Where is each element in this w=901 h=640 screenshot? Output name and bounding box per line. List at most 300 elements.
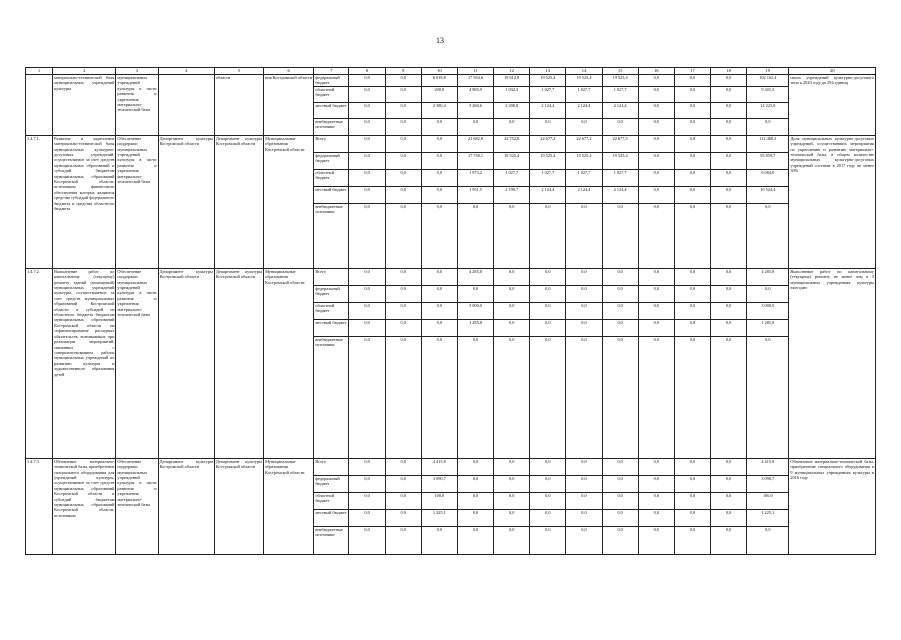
amount-cell: 0,0	[385, 268, 421, 285]
amount-cell: 0,0	[674, 268, 710, 285]
amount-cell: 0,0	[349, 118, 385, 135]
amount-cell: 0,0	[457, 526, 493, 554]
amount-cell: 0,0	[494, 526, 530, 554]
amount-cell: 0,0	[566, 475, 602, 492]
amount-cell: 0,0	[385, 336, 421, 458]
funding-source: областной бюджет	[314, 169, 349, 186]
amount-cell: 0,0	[711, 285, 747, 302]
column-number-row	[26, 68, 876, 75]
amount-cell: 0,0	[457, 285, 493, 302]
participant: Муниципальные образования Костромской области	[264, 135, 314, 268]
column-number: 9	[385, 68, 421, 75]
column-number: 3	[116, 68, 158, 75]
amount-cell: 0,0	[638, 268, 674, 285]
amount-cell: 0,0	[349, 526, 385, 554]
amount-cell: 2 124,4	[530, 186, 566, 203]
funding-source: федеральный бюджет	[314, 75, 349, 87]
amount-cell: 0,0	[674, 458, 710, 475]
amount-cell: 0,0	[421, 302, 457, 319]
amount-cell: 0,0	[349, 203, 385, 268]
amount-cell: 0,0	[711, 169, 747, 186]
amount-cell: 22 677,5	[602, 135, 638, 152]
amount-cell: 0,0	[602, 458, 638, 475]
funding-source: Всего	[314, 458, 349, 475]
amount-cell: 1 027,7	[566, 169, 602, 186]
amount-cell: 0,0	[602, 475, 638, 492]
amount-cell: 0,0	[457, 336, 493, 458]
amount-cell: 0,0	[421, 285, 457, 302]
amount-cell: 19 612,8	[494, 75, 530, 87]
amount-cell: 1 225,1	[421, 509, 457, 526]
amount-cell: 0,0	[711, 302, 747, 319]
amount-cell: 22 677,2	[566, 135, 602, 152]
amount-cell: 0,0	[385, 169, 421, 186]
amount-cell: 1 032,3	[494, 86, 530, 102]
column-number: 13	[530, 68, 566, 75]
amount-cell: 0,0	[674, 526, 710, 554]
amount-cell: 0,0	[530, 492, 566, 509]
amount-cell: 0,0	[385, 475, 421, 492]
column-number: 8	[349, 68, 385, 75]
amount-cell: 0,0	[566, 118, 602, 135]
amount-cell: 2 124,4	[530, 102, 566, 118]
amount-cell: 1 285,8	[747, 319, 789, 336]
amount-cell: 0,0	[566, 458, 602, 475]
amount-cell: 1 973,2	[457, 169, 493, 186]
program-table	[25, 67, 876, 555]
amount-cell: 0,0	[674, 509, 710, 526]
amount-cell: 0,0	[566, 268, 602, 285]
amount-cell: 0,0	[711, 492, 747, 509]
amount-cell: 0,0	[457, 118, 493, 135]
amount-cell: 1 027,7	[530, 169, 566, 186]
amount-cell: 0,0	[638, 319, 674, 336]
amount-cell: 200,0	[421, 86, 457, 102]
amount-cell: 0,0	[349, 285, 385, 302]
amount-cell: 3 090,7	[747, 475, 789, 492]
amount-cell: 0,0	[674, 492, 710, 509]
amount-cell: 0,0	[674, 135, 710, 152]
amount-cell: 1 027,7	[566, 86, 602, 102]
amount-cell: 0,0	[385, 152, 421, 169]
co-executor: Департамент культуры Костромской области	[214, 135, 263, 268]
amount-cell: 0,0	[457, 203, 493, 268]
amount-cell: 0,0	[566, 302, 602, 319]
amount-cell: 1 027,7	[602, 86, 638, 102]
amount-cell: 0,0	[638, 475, 674, 492]
amount-cell: 0,0	[747, 203, 789, 268]
amount-cell: 0,0	[457, 492, 493, 509]
amount-cell: 0,0	[711, 118, 747, 135]
amount-cell: 0,0	[747, 336, 789, 458]
amount-cell: 0,0	[421, 135, 457, 152]
amount-cell: 0,0	[349, 492, 385, 509]
amount-cell: 0,0	[674, 102, 710, 118]
participant: ния Костромской области	[264, 75, 314, 136]
amount-cell: 1 225,1	[747, 509, 789, 526]
amount-cell: 0,0	[530, 458, 566, 475]
amount-cell: 0,0	[530, 268, 566, 285]
amount-cell: 0,0	[747, 118, 789, 135]
amount-cell: 0,0	[530, 319, 566, 336]
amount-cell: 0,0	[349, 169, 385, 186]
amount-cell: 0,0	[674, 336, 710, 458]
co-executor: Департамент культуры Костромской области	[214, 458, 263, 554]
amount-cell: 95 859,7	[747, 152, 789, 169]
amount-cell: 112 468,3	[747, 135, 789, 152]
amount-cell: 0,0	[566, 509, 602, 526]
amount-cell: 1 951,5	[457, 186, 493, 203]
measure-description: Обеспечение поддержки муниципальных учреждений культуры в части развития и укрепления материально-технической базы	[116, 268, 158, 458]
amount-cell: 19 525,4	[602, 75, 638, 87]
column-number: 16	[638, 68, 674, 75]
amount-cell: 0,0	[421, 152, 457, 169]
amount-cell: 0,0	[349, 475, 385, 492]
amount-cell: 1 285,8	[457, 319, 493, 336]
responsible-executor: Департамент культуры Костромской области	[158, 268, 214, 458]
amount-cell: 0,0	[494, 268, 530, 285]
amount-cell: 0,0	[674, 169, 710, 186]
amount-cell: 0,0	[349, 186, 385, 203]
amount-cell: 0,0	[711, 152, 747, 169]
amount-cell: 0,0	[638, 75, 674, 87]
amount-cell: 4 985,9	[457, 86, 493, 102]
amount-cell: 0,0	[494, 319, 530, 336]
amount-cell: 100,0	[421, 492, 457, 509]
amount-cell: 0,0	[602, 203, 638, 268]
amount-cell: 0,0	[711, 458, 747, 475]
amount-cell: 0,0	[385, 75, 421, 87]
amount-cell: 0,0	[494, 285, 530, 302]
item-name: Обновление материально-технической базы, приобретение специального оборудования для учреждений культуры, осуществляемое за счет средств муниципальных образований Костромской области и субсидий бюджетам муниципальных образований Костромской области, источником	[53, 458, 116, 554]
funding-source: областной бюджет	[314, 492, 349, 509]
column-number: 20	[789, 68, 876, 75]
amount-cell: 22 677,2	[530, 135, 566, 152]
amount-cell: 1 027,7	[494, 169, 530, 186]
amount-cell: 0,0	[494, 475, 530, 492]
amount-cell: 0,0	[494, 336, 530, 458]
amount-cell: 4 415,8	[747, 458, 789, 475]
amount-cell: 0,0	[494, 458, 530, 475]
column-number: 19	[747, 68, 789, 75]
column-number: 5	[214, 68, 263, 75]
amount-cell: 0,0	[385, 526, 421, 554]
column-number: 18	[711, 68, 747, 75]
amount-cell: 0,0	[385, 203, 421, 268]
amount-cell: 0,0	[566, 526, 602, 554]
amount-cell: 0,0	[602, 268, 638, 285]
amount-cell: 0,0	[747, 285, 789, 302]
amount-cell: 4 285,8	[747, 268, 789, 285]
amount-cell: 0,0	[674, 86, 710, 102]
amount-cell: 0,0	[602, 285, 638, 302]
amount-cell: 0,0	[349, 75, 385, 87]
measure-description: Обеспечение поддержки муниципальных учреждений культуры в части развития и укрепления материально-технической базы	[116, 135, 158, 268]
amount-cell: 19 525,4	[530, 152, 566, 169]
amount-cell: 0,0	[602, 509, 638, 526]
amount-cell: 102 162,4	[747, 75, 789, 87]
amount-cell: 1 027,7	[530, 86, 566, 102]
amount-cell: 0,0	[638, 135, 674, 152]
funding-source: федеральный бюджет	[314, 152, 349, 169]
amount-cell: 0,0	[674, 75, 710, 87]
funding-source: местный бюджет	[314, 186, 349, 203]
amount-cell: 0,0	[602, 319, 638, 336]
amount-cell: 0,0	[385, 492, 421, 509]
item-name: Выполнение работ по капитальному (текущему) ремонту зданий (помещений) муниципальных учреждений культуры, осуществляемое за счет средств муниципальных образований Костромской области и субсидий из областного бюджета бюджетам муниципальных образований Костромской области на софинансирование расходных обязательств, возникающих при реализации мероприятий, связанных с совершенствованием работы муниципальных учреждений по развитию культуры и художественного образования детей	[53, 268, 116, 458]
column-number: 1	[26, 68, 53, 75]
amount-cell: 2 124,4	[602, 186, 638, 203]
amount-cell: 0,0	[674, 118, 710, 135]
amount-cell: 22 752,8	[494, 135, 530, 152]
amount-cell: 19 525,4	[530, 75, 566, 87]
amount-cell: 0,0	[421, 118, 457, 135]
amount-cell: 0,0	[421, 186, 457, 203]
amount-cell: 0,0	[457, 509, 493, 526]
co-executor: области	[214, 75, 263, 136]
amount-cell: 0,0	[457, 458, 493, 475]
amount-cell: 4 285,8	[457, 268, 493, 285]
amount-cell: 0,0	[674, 475, 710, 492]
amount-cell: 0,0	[638, 152, 674, 169]
amount-cell: 0,0	[674, 203, 710, 268]
item-code: 1.4.7.1.	[26, 135, 53, 268]
amount-cell: 0,0	[349, 135, 385, 152]
amount-cell: 0,0	[638, 203, 674, 268]
column-number: 17	[674, 68, 710, 75]
amount-cell: 0,0	[638, 492, 674, 509]
amount-cell: 6 084,0	[747, 169, 789, 186]
amount-cell: 0,0	[530, 509, 566, 526]
amount-cell: 0,0	[530, 302, 566, 319]
amount-cell: 0,0	[421, 336, 457, 458]
amount-cell: 0,0	[349, 509, 385, 526]
amount-cell: 0,0	[385, 86, 421, 102]
amount-cell: 4 415,8	[421, 458, 457, 475]
amount-cell: 19 525,4	[566, 152, 602, 169]
column-number: 15	[602, 68, 638, 75]
amount-cell: 0,0	[638, 509, 674, 526]
column-number: 12	[494, 68, 530, 75]
funding-source: областной бюджет	[314, 86, 349, 102]
table-row	[26, 75, 876, 87]
amount-cell: 6 018,8	[421, 75, 457, 87]
amount-cell: 0,0	[638, 336, 674, 458]
amount-cell: 0,0	[421, 526, 457, 554]
amount-cell: 0,0	[494, 509, 530, 526]
amount-cell: 0,0	[566, 319, 602, 336]
responsible-executor: Департамент культуры Костромской области	[158, 135, 214, 268]
page-number: 13	[436, 36, 444, 45]
amount-cell: 0,0	[385, 319, 421, 336]
column-number: 4	[158, 68, 214, 75]
amount-cell: 0,0	[349, 302, 385, 319]
amount-cell: 19 525,4	[602, 152, 638, 169]
funding-source: внебюджетные источники	[314, 203, 349, 268]
amount-cell: 0,0	[530, 475, 566, 492]
item-name: Развитие и укрепление материально-технической базы муниципальных культурно-досуговых учреждений, осуществляемое за счет средств муниципальных образований и субсидий бюджетам муниципальных образований Костромской области, источником финансового обеспечения которых являются средства субсидий федерального бюджета и средства областного бюджета	[53, 135, 116, 268]
amount-cell: 0,0	[674, 186, 710, 203]
amount-cell: 0,0	[349, 86, 385, 102]
item-code: 1.4.7.2.	[26, 268, 53, 458]
amount-cell: 0,0	[638, 458, 674, 475]
column-number: 10	[421, 68, 457, 75]
funding-source: местный бюджет	[314, 102, 349, 118]
funding-source: Всего	[314, 135, 349, 152]
amount-cell: 0,0	[457, 475, 493, 492]
column-number: 7	[314, 68, 349, 75]
funding-source: федеральный бюджет	[314, 285, 349, 302]
item-code	[26, 75, 53, 136]
amount-cell: 0,0	[638, 86, 674, 102]
amount-cell: 19 525,4	[566, 75, 602, 87]
amount-cell: 0,0	[385, 118, 421, 135]
amount-cell: 0,0	[711, 509, 747, 526]
amount-cell: 0,0	[747, 526, 789, 554]
item-code: 1.4.7.3.	[26, 458, 53, 554]
responsible-executor	[158, 75, 214, 136]
expected-result: Обновление материально-технической базы, приобретение специального оборудования в 9 муниципальных учреждениях культуры в 2016 году	[789, 458, 876, 554]
amount-cell: 0,0	[530, 203, 566, 268]
amount-cell: 0,0	[711, 86, 747, 102]
amount-cell: 0,0	[530, 285, 566, 302]
expected-result: Выполнение работ по капитальному (текущему) ремонту не менее чем в 3 муниципальных учреждениях культуры ежегодно	[789, 268, 876, 458]
amount-cell: 0,0	[711, 526, 747, 554]
amount-cell: 0,0	[638, 169, 674, 186]
amount-cell: 0,0	[385, 302, 421, 319]
amount-cell: 1 027,7	[602, 169, 638, 186]
participant: Муниципальные образования Костромской области	[264, 458, 314, 554]
amount-cell: 0,0	[638, 285, 674, 302]
amount-cell: 3 260,6	[457, 102, 493, 118]
amount-cell: 0,0	[494, 203, 530, 268]
amount-cell: 17 758,1	[457, 152, 493, 169]
item-name: материально-технической базы муниципальных учреждений культуры	[53, 75, 116, 136]
amount-cell: 0,0	[674, 152, 710, 169]
amount-cell: 0,0	[566, 203, 602, 268]
table-row	[26, 458, 876, 475]
amount-cell: 0,0	[349, 102, 385, 118]
amount-cell: 0,0	[711, 102, 747, 118]
amount-cell: 3 000,0	[457, 302, 493, 319]
amount-cell: 100,0	[747, 492, 789, 509]
amount-cell: 0,0	[638, 526, 674, 554]
amount-cell: 0,0	[711, 336, 747, 458]
amount-cell: 0,0	[711, 475, 747, 492]
amount-cell: 0,0	[530, 118, 566, 135]
amount-cell: 9 301,3	[747, 86, 789, 102]
amount-cell: 0,0	[711, 75, 747, 87]
column-number: 14	[566, 68, 602, 75]
participant: Муниципальные образования Костромской области	[264, 268, 314, 458]
amount-cell: 2 208,8	[494, 102, 530, 118]
amount-cell: 0,0	[566, 336, 602, 458]
co-executor: Департамент культуры Костромской области	[214, 268, 263, 458]
measure-description: Обеспечение поддержки муниципальных учреждений культуры в части развития и укрепления материально-технической базы	[116, 458, 158, 554]
amount-cell: 0,0	[602, 492, 638, 509]
amount-cell: 0,0	[349, 319, 385, 336]
amount-cell: 0,0	[674, 302, 710, 319]
amount-cell: 0,0	[711, 186, 747, 203]
amount-cell: 0,0	[349, 336, 385, 458]
amount-cell: 0,0	[711, 268, 747, 285]
amount-cell: 0,0	[711, 135, 747, 152]
expected-result: Доля муниципальных культурно-досуговых учреждений, осуществивших мероприятия по укреплению и развитию материально-технической базы, в общем количестве муниципальных культурно-досуговых учреждений составит в 2017 году не менее 30%	[789, 135, 876, 268]
table-row	[26, 135, 876, 152]
funding-source: местный бюджет	[314, 319, 349, 336]
amount-cell: 2 124,4	[566, 186, 602, 203]
amount-cell: 0,0	[349, 152, 385, 169]
amount-cell: 0,0	[602, 336, 638, 458]
funding-source: федеральный бюджет	[314, 475, 349, 492]
amount-cell: 3 090,7	[421, 475, 457, 492]
table-row	[26, 268, 876, 285]
amount-cell: 2 124,4	[602, 102, 638, 118]
funding-source: местный бюджет	[314, 509, 349, 526]
funding-source: внебюджетные источники	[314, 118, 349, 135]
amount-cell: 0,0	[674, 285, 710, 302]
amount-cell: 0,0	[421, 203, 457, 268]
amount-cell: 0,0	[421, 268, 457, 285]
amount-cell: 17 954,6	[457, 75, 493, 87]
amount-cell: 0,0	[638, 102, 674, 118]
amount-cell: 0,0	[349, 458, 385, 475]
amount-cell: 0,0	[638, 186, 674, 203]
amount-cell: 0,0	[385, 509, 421, 526]
amount-cell: 19 525,4	[494, 152, 530, 169]
amount-cell: 10 524,4	[747, 186, 789, 203]
amount-cell: 0,0	[530, 336, 566, 458]
amount-cell: 0,0	[421, 319, 457, 336]
amount-cell: 0,0	[349, 268, 385, 285]
amount-cell: 3 000,0	[747, 302, 789, 319]
amount-cell: 0,0	[602, 118, 638, 135]
amount-cell: 0,0	[602, 526, 638, 554]
funding-source: областной бюджет	[314, 302, 349, 319]
responsible-executor: Департамент культуры Костромской области	[158, 458, 214, 554]
amount-cell: 0,0	[494, 492, 530, 509]
amount-cell: 0,0	[494, 302, 530, 319]
amount-cell: 2 199,7	[494, 186, 530, 203]
amount-cell: 0,0	[638, 118, 674, 135]
amount-cell: 0,0	[385, 285, 421, 302]
amount-cell: 0,0	[530, 526, 566, 554]
amount-cell: 0,0	[385, 135, 421, 152]
amount-cell: 0,0	[711, 319, 747, 336]
expected-result: своих учреждений культурно-досугового типа к 2020 году до 294 единиц	[789, 75, 876, 136]
amount-cell: 0,0	[385, 186, 421, 203]
column-number: 11	[457, 68, 493, 75]
amount-cell: 0,0	[602, 302, 638, 319]
column-number: 6	[264, 68, 314, 75]
funding-source: Всего	[314, 268, 349, 285]
amount-cell: 2 124,4	[566, 102, 602, 118]
amount-cell: 0,0	[566, 492, 602, 509]
amount-cell: 0,0	[638, 302, 674, 319]
amount-cell: 0,0	[385, 102, 421, 118]
amount-cell: 2 380,4	[421, 102, 457, 118]
amount-cell: 14 223,0	[747, 102, 789, 118]
amount-cell: 0,0	[711, 203, 747, 268]
column-number: 2	[53, 68, 116, 75]
funding-source: внебюджетные источники	[314, 526, 349, 554]
amount-cell: 0,0	[421, 169, 457, 186]
amount-cell: 21 682,8	[457, 135, 493, 152]
measure-description: муниципальных учреждений культуры в части развития и укрепления материально-технической базы	[116, 75, 158, 136]
funding-source: внебюджетные источники	[314, 336, 349, 458]
amount-cell: 0,0	[494, 118, 530, 135]
amount-cell: 0,0	[385, 458, 421, 475]
